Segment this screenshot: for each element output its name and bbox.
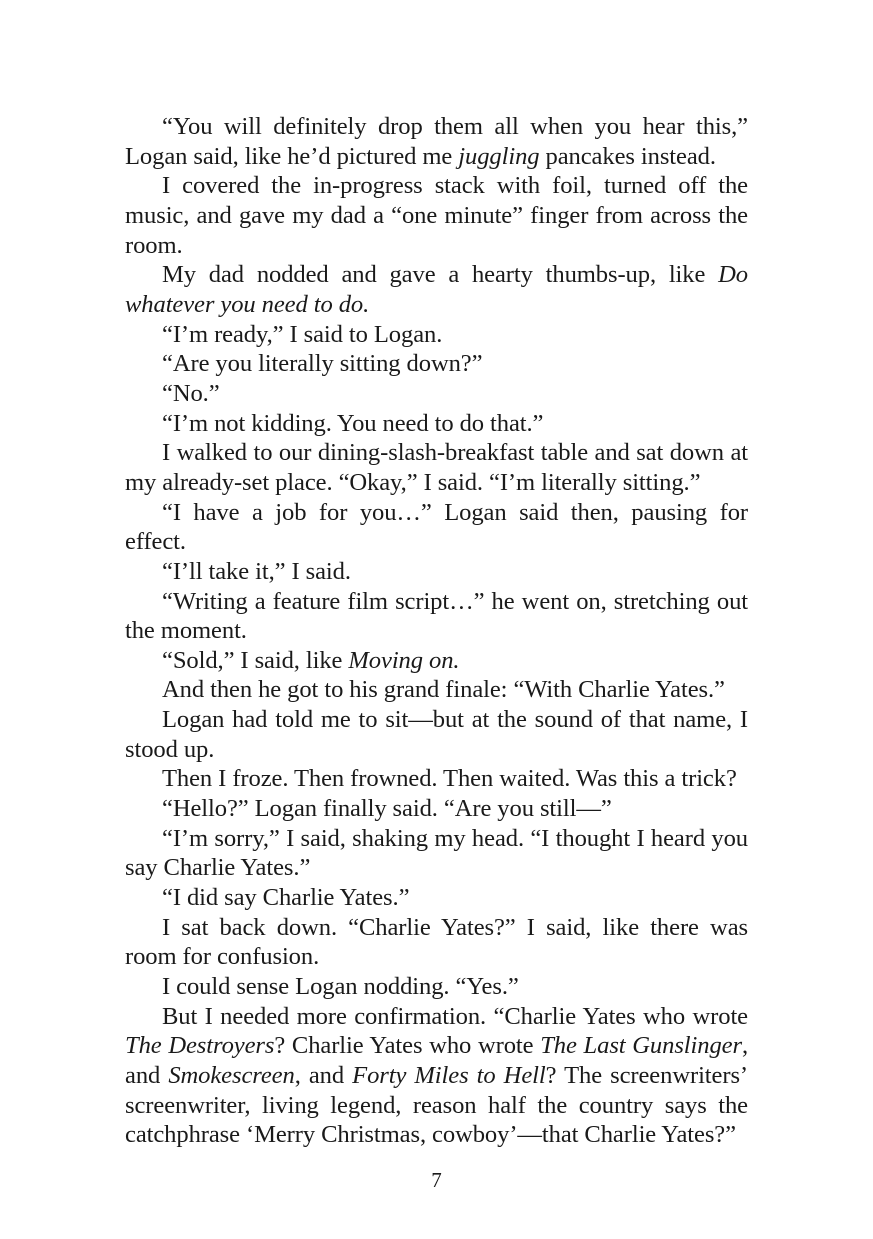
paragraph [125, 112, 748, 171]
paragraph [125, 438, 748, 497]
italic-text: Moving on. [348, 646, 460, 674]
paragraph [125, 587, 748, 646]
text-run: “I’ll take it,” I said. [162, 557, 351, 585]
text-run: “You will definitely drop them all when you hear this,” Logan said, like he’d pictured me [125, 113, 748, 170]
text-run: I sat back down. “Charlie Yates?” I said, like there was room for confusion. [125, 913, 748, 971]
paragraph [125, 794, 748, 824]
paragraph [125, 379, 748, 409]
paragraph [125, 675, 748, 705]
paragraph [125, 409, 748, 439]
paragraph [125, 557, 748, 587]
paragraph [125, 972, 748, 1002]
text-run: , and [125, 1032, 748, 1089]
paragraph [125, 498, 748, 557]
text-run: But I needed more confirmation. “Charlie Yates who wrote [162, 1002, 748, 1030]
text-run: “No.” [162, 379, 220, 407]
paragraph [125, 824, 748, 883]
text-run: “Sold,” I said, like [162, 646, 349, 674]
text-run: And then he got to his grand finale: “With Charlie Yates.” [162, 676, 725, 704]
text-run: “I’m not kidding. You need to do that.” [162, 409, 544, 437]
text-run: “Are you literally sitting down?” [162, 350, 483, 378]
text-run: “Hello?” Logan finally said. “Are you still—” [162, 795, 612, 823]
text-run: , and [294, 1062, 353, 1089]
paragraph [125, 883, 748, 913]
italic-text: Forty Miles to Hell [352, 1062, 546, 1089]
text-run: My dad nodded and gave a hearty thumbs-up, like [162, 261, 719, 289]
text-run: “I’m ready,” I said to Logan. [162, 320, 443, 348]
book-page-body [125, 112, 748, 1150]
text-run: Logan had told me to sit—but at the sound of that name, I stood up. [125, 706, 748, 763]
text-run: Then I froze. Then frowned. Then waited. Was this a trick? [162, 765, 737, 793]
text-run: I could sense Logan nodding. “Yes.” [162, 973, 519, 1001]
text-run: ? The screenwriters’ screenwriter, living legend, reason half the country says the catchphrase ‘Merry Christmas, cowboy’—that Charlie Yates?” [125, 1062, 749, 1149]
italic-text: The Last Gunslinger [540, 1032, 742, 1060]
text-run: “I did say Charlie Yates.” [162, 884, 410, 912]
paragraph [125, 320, 748, 350]
paragraph [125, 171, 748, 260]
text-run: I covered the in-progress stack with foil, turned off the music, and gave my dad a “one minute” finger from across the room. [125, 172, 748, 259]
italic-text: Do whatever you need to do. [125, 261, 748, 318]
italic-text: juggling [458, 142, 540, 170]
text-run: “I’m sorry,” I said, shaking my head. “I thought I heard you say Charlie Yates.” [125, 824, 748, 882]
page-number: 7 [431, 1168, 442, 1192]
text-run: “Writing a feature film script…” he went on, stretching out the moment. [125, 587, 748, 645]
text-run: I walked to our dining-slash-breakfast table and sat down at my already-set place. “Okay,” I said. “I’m literally sitting.” [125, 439, 748, 496]
paragraph [125, 1002, 748, 1150]
italic-text: Smokescreen [168, 1062, 295, 1089]
paragraph [125, 349, 748, 379]
paragraph [125, 260, 748, 319]
italic-text: The Destroyers [125, 1032, 275, 1060]
paragraph [125, 705, 748, 764]
text-run: ? Charlie Yates who wrote [274, 1032, 541, 1060]
text-run: “I have a job for you…” Logan said then, pausing for effect. [125, 498, 748, 556]
text-run: pancakes instead. [539, 142, 716, 170]
paragraph [125, 913, 748, 972]
paragraph [125, 646, 748, 676]
paragraph [125, 764, 748, 794]
